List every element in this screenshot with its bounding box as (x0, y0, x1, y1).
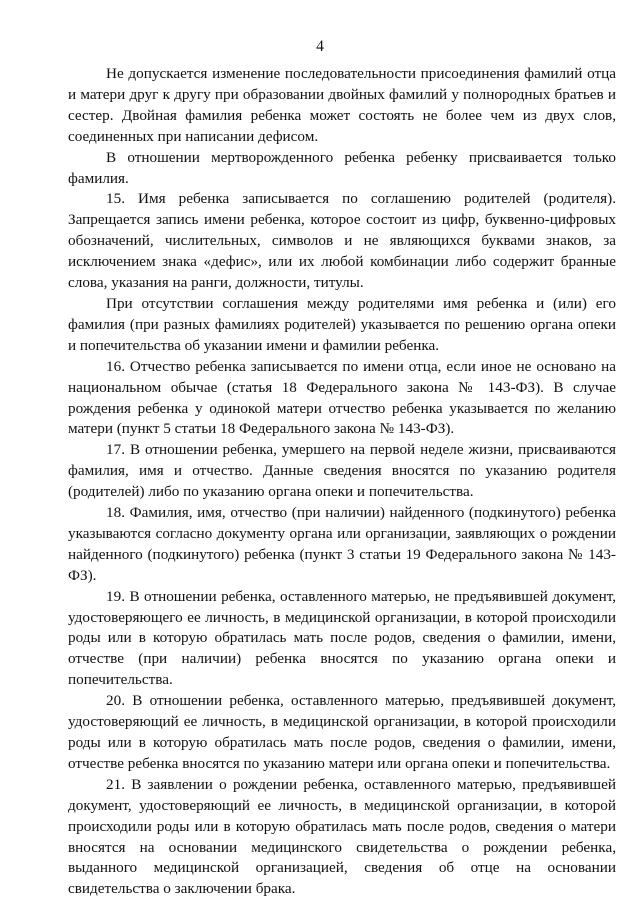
document-body (68, 64, 616, 900)
paragraph-21-application: 21. В заявлении о рождении ребенка, оставленного матерью, предъявившей документ, удостоверяющий ее личность, в медицинской организации, в которой происходили роды или в которую обратилась мать после родов, сведения о матери вносятся на основании медицинского свидетельства о рождении ребенка, выданного медицинской организацией, сведения об отце на основании свидетельства о заключении брака. (68, 775, 616, 898)
paragraph-16-patronymic: 16. Отчество ребенка записывается по имени отца, если иное не основано на национальном обычае (статья 18 Федерального закона № 143-ФЗ). В случае рождения ребенка у одинокой матери отчество ребенка указывается по желанию матери (пункт 5 статьи 18 Федерального закона № 143-ФЗ). (68, 357, 616, 438)
paragraph-double-surname: Не допускается изменение последовательности присоединения фамилий отца и матери друг к другу при образовании двойных фамилий у полнородных братьев и сестер. Двойная фамилия ребенка может состоять не более чем из двух слов, соединенных при написании дефисом. (68, 65, 616, 145)
paragraph-no-agreement: При отсутствии соглашения между родителями имя ребенка и (или) его фамилия (при разных фамилиях родителей) указывается по решению органа опеки и попечительства об указании имени и фамилии ребенка. (68, 294, 616, 354)
paragraph-15-name: 15. Имя ребенка записывается по соглашению родителей (родителя). Запрещается запись имени ребенка, которое состоит из цифр, буквенно-цифровых обозначений, числительных, символов и не являющихся буквами знаков, за исключением знака «дефис», или их любой комбинации либо содержит бранные слова, указания на ранги, должности, титулы. (68, 190, 616, 292)
paragraph-19-no-document: 19. В отношении ребенка, оставленного матерью, не предъявившей документ, удостоверяющего ее личность, в медицинской организации, в которой происходили роды или в которую обратилась мать после родов, сведения о фамилии, имени, отчестве (при наличии) ребенка вносятся по указанию органа опеки и попечительства. (68, 587, 616, 689)
paragraph-18-foundling: 18. Фамилия, имя, отчество (при наличии) найденного (подкинутого) ребенка указываются согласно документу органа или организации, заявляющих о рождении найденного (подкинутого) ребенка (пункт 3 статьи 19 Федерального закона № 143-ФЗ). (68, 504, 616, 584)
paragraph-20-with-document: 20. В отношении ребенка, оставленного матерью, предъявившей документ, удостоверяющий ее личность, в медицинской организации, в которой происходили роды или в которую обратилась мать после родов, сведения о фамилии, имени, отчестве ребенка вносятся по указанию матери или органа опеки и попечительства. (68, 692, 616, 772)
paragraph-17-first-week: 17. В отношении ребенка, умершего на первой неделе жизни, присваиваются фамилия, имя и отчество. Данные сведения вносятся по указанию родителя (родителей) либо по указанию органа опеки и попечительства. (68, 441, 616, 501)
paragraph-stillborn: В отношении мертворожденного ребенка ребенку присваивается только фамилия. (68, 148, 616, 187)
page-number: 4 (316, 38, 324, 55)
